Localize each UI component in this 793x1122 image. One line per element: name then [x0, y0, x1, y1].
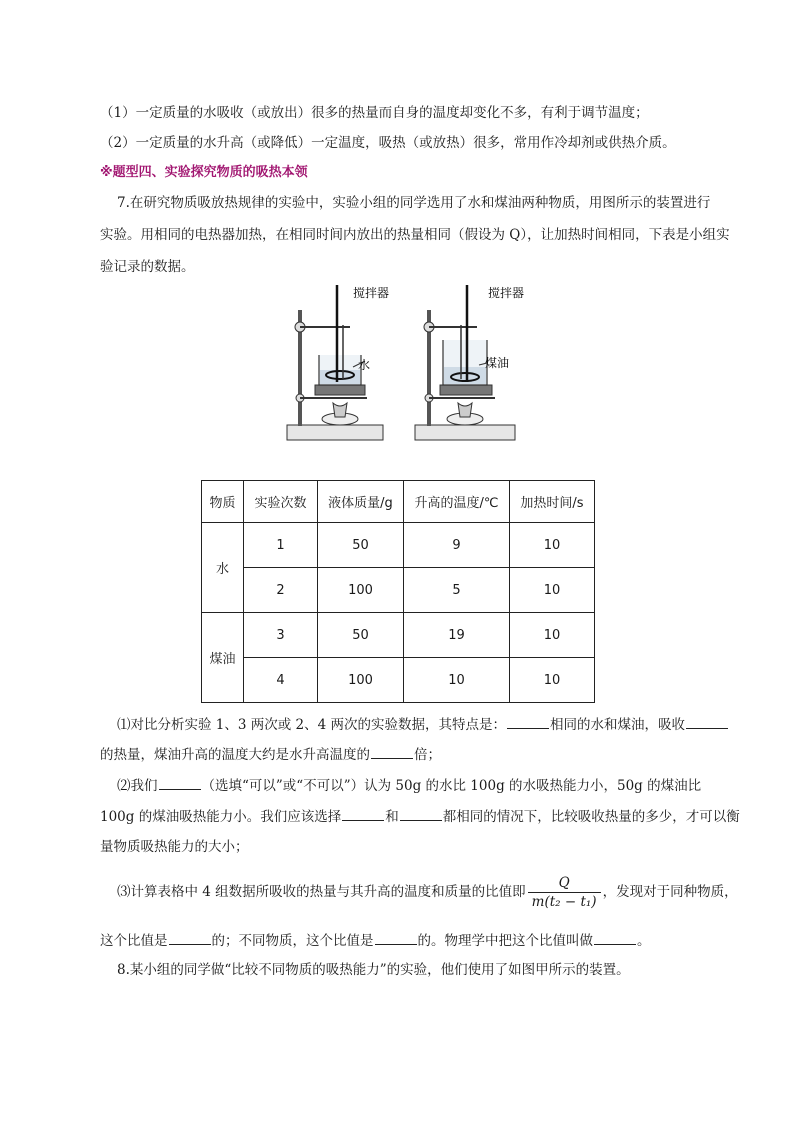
- table-cell: 2: [244, 568, 318, 613]
- question-7-line: 7.在研究物质吸放热规律的实验中，实验小组的同学选用了水和煤油两种物质，用图所示的装置进行: [117, 195, 711, 211]
- answer-blank[interactable]: [507, 714, 549, 729]
- section-heading: ※题型四、实验探究物质的吸热本领: [100, 165, 308, 180]
- left-liquid-label: 水: [358, 358, 371, 372]
- answer-blank[interactable]: [169, 930, 211, 945]
- table-cell: 10: [404, 658, 510, 703]
- table-row: [202, 658, 595, 703]
- substance-cell: 煤油: [202, 613, 244, 703]
- apparatus-figure: [285, 285, 535, 445]
- text-segment: 倍；: [414, 747, 441, 763]
- table-cell: 10: [510, 658, 595, 703]
- text-line: （1）一定质量的水吸收（或放出）很多的热量而自身的温度却变化不多，有利于调节温度；: [100, 105, 649, 121]
- table-cell: 50: [318, 523, 404, 568]
- sub-question-3-cont: [100, 930, 651, 951]
- table-header-cell: 实验次数: [244, 481, 318, 523]
- table-row: [202, 523, 595, 568]
- text-segment: ，发现对于同种物质，: [602, 884, 738, 900]
- table-row: [202, 613, 595, 658]
- answer-blank[interactable]: [375, 930, 417, 945]
- table-cell: 5: [404, 568, 510, 613]
- substance-cell: 水: [202, 523, 244, 613]
- text-segment: 都相同的情况下，比较吸收热量的多少，才可以衡: [442, 809, 740, 825]
- text-segment: ⑴对比分析实验 1、3 两次或 2、4 两次的实验数据，其特点是：: [117, 717, 507, 733]
- table-cell: 100: [318, 658, 404, 703]
- table-cell: 10: [510, 523, 595, 568]
- table-cell: 100: [318, 568, 404, 613]
- sub-question-2: [117, 775, 701, 796]
- question-8: 8.某小组的同学做“比较不同物质的吸热能力”的实验，他们使用了如图甲所示的装置。: [117, 962, 630, 978]
- sub-question-2-cont: 量物质吸热能力的大小；: [100, 839, 249, 855]
- answer-blank[interactable]: [686, 714, 728, 729]
- table-header-row: [202, 481, 595, 523]
- table-header-cell: 加热时间/s: [510, 481, 595, 523]
- text-segment: 相同的水和煤油，吸收: [550, 717, 686, 733]
- data-table: [201, 480, 595, 703]
- text-segment: 的；不同物质，这个比值是: [211, 933, 374, 949]
- left-stirrer-label: 搅拌器: [353, 286, 390, 300]
- text-segment: 和: [385, 809, 399, 825]
- sub-question-2-cont: [100, 806, 740, 827]
- table-header-cell: 升高的温度/℃: [404, 481, 510, 523]
- text-line: （2）一定质量的水升高（或降低）一定温度，吸热（或放热）很多，常用作冷却剂或供热介质。: [100, 135, 676, 151]
- sub-question-1: [117, 714, 729, 735]
- answer-blank[interactable]: [400, 806, 442, 821]
- table-cell: 10: [510, 568, 595, 613]
- right-stirrer-label: 搅拌器: [488, 286, 525, 300]
- table-cell: 19: [404, 613, 510, 658]
- text-segment: 的热量，煤油升高的温度大约是水升高温度的: [100, 747, 370, 763]
- table-cell: 3: [244, 613, 318, 658]
- table-cell: 4: [244, 658, 318, 703]
- answer-blank[interactable]: [371, 744, 413, 759]
- text-segment: 100g 的煤油吸热能力小。我们应该选择: [100, 809, 342, 825]
- answer-blank[interactable]: [594, 930, 636, 945]
- question-7-line: 实验。用相同的电热器加热，在相同时间内放出的热量相同（假设为 Q），让加热时间相同，下表是小组实: [100, 227, 730, 243]
- table-header-cell: 物质: [202, 481, 244, 523]
- table-cell: 9: [404, 523, 510, 568]
- formula-denominator: m(t₂ − t₁): [531, 894, 597, 910]
- table-header-cell: 液体质量/g: [318, 481, 404, 523]
- sub-question-3: [117, 870, 738, 914]
- question-7-line: 验记录的数据。: [100, 259, 195, 275]
- text-segment: 的。物理学中把这个比值叫做: [417, 933, 593, 949]
- table-cell: 10: [510, 613, 595, 658]
- text-segment: 。: [637, 933, 651, 949]
- formula-numerator: Q: [528, 874, 601, 893]
- text-segment: ⑶计算表格中 4 组数据所吸收的热量与其升高的温度和质量的比值即: [117, 884, 526, 900]
- text-segment: ⑵我们: [117, 778, 158, 794]
- text-segment: （选填“可以”或“不可以”）认为 50g 的水比 100g 的水吸热能力小，50g 的煤油比: [201, 778, 702, 794]
- answer-blank[interactable]: [342, 806, 384, 821]
- text-segment: 这个比值是: [100, 933, 168, 949]
- sub-question-1-cont: [100, 744, 441, 765]
- table-cell: 50: [318, 613, 404, 658]
- right-liquid-label: 煤油: [485, 356, 510, 370]
- answer-blank[interactable]: [159, 775, 201, 790]
- table-cell: 1: [244, 523, 318, 568]
- ratio-formula: [528, 874, 601, 911]
- table-row: [202, 568, 595, 613]
